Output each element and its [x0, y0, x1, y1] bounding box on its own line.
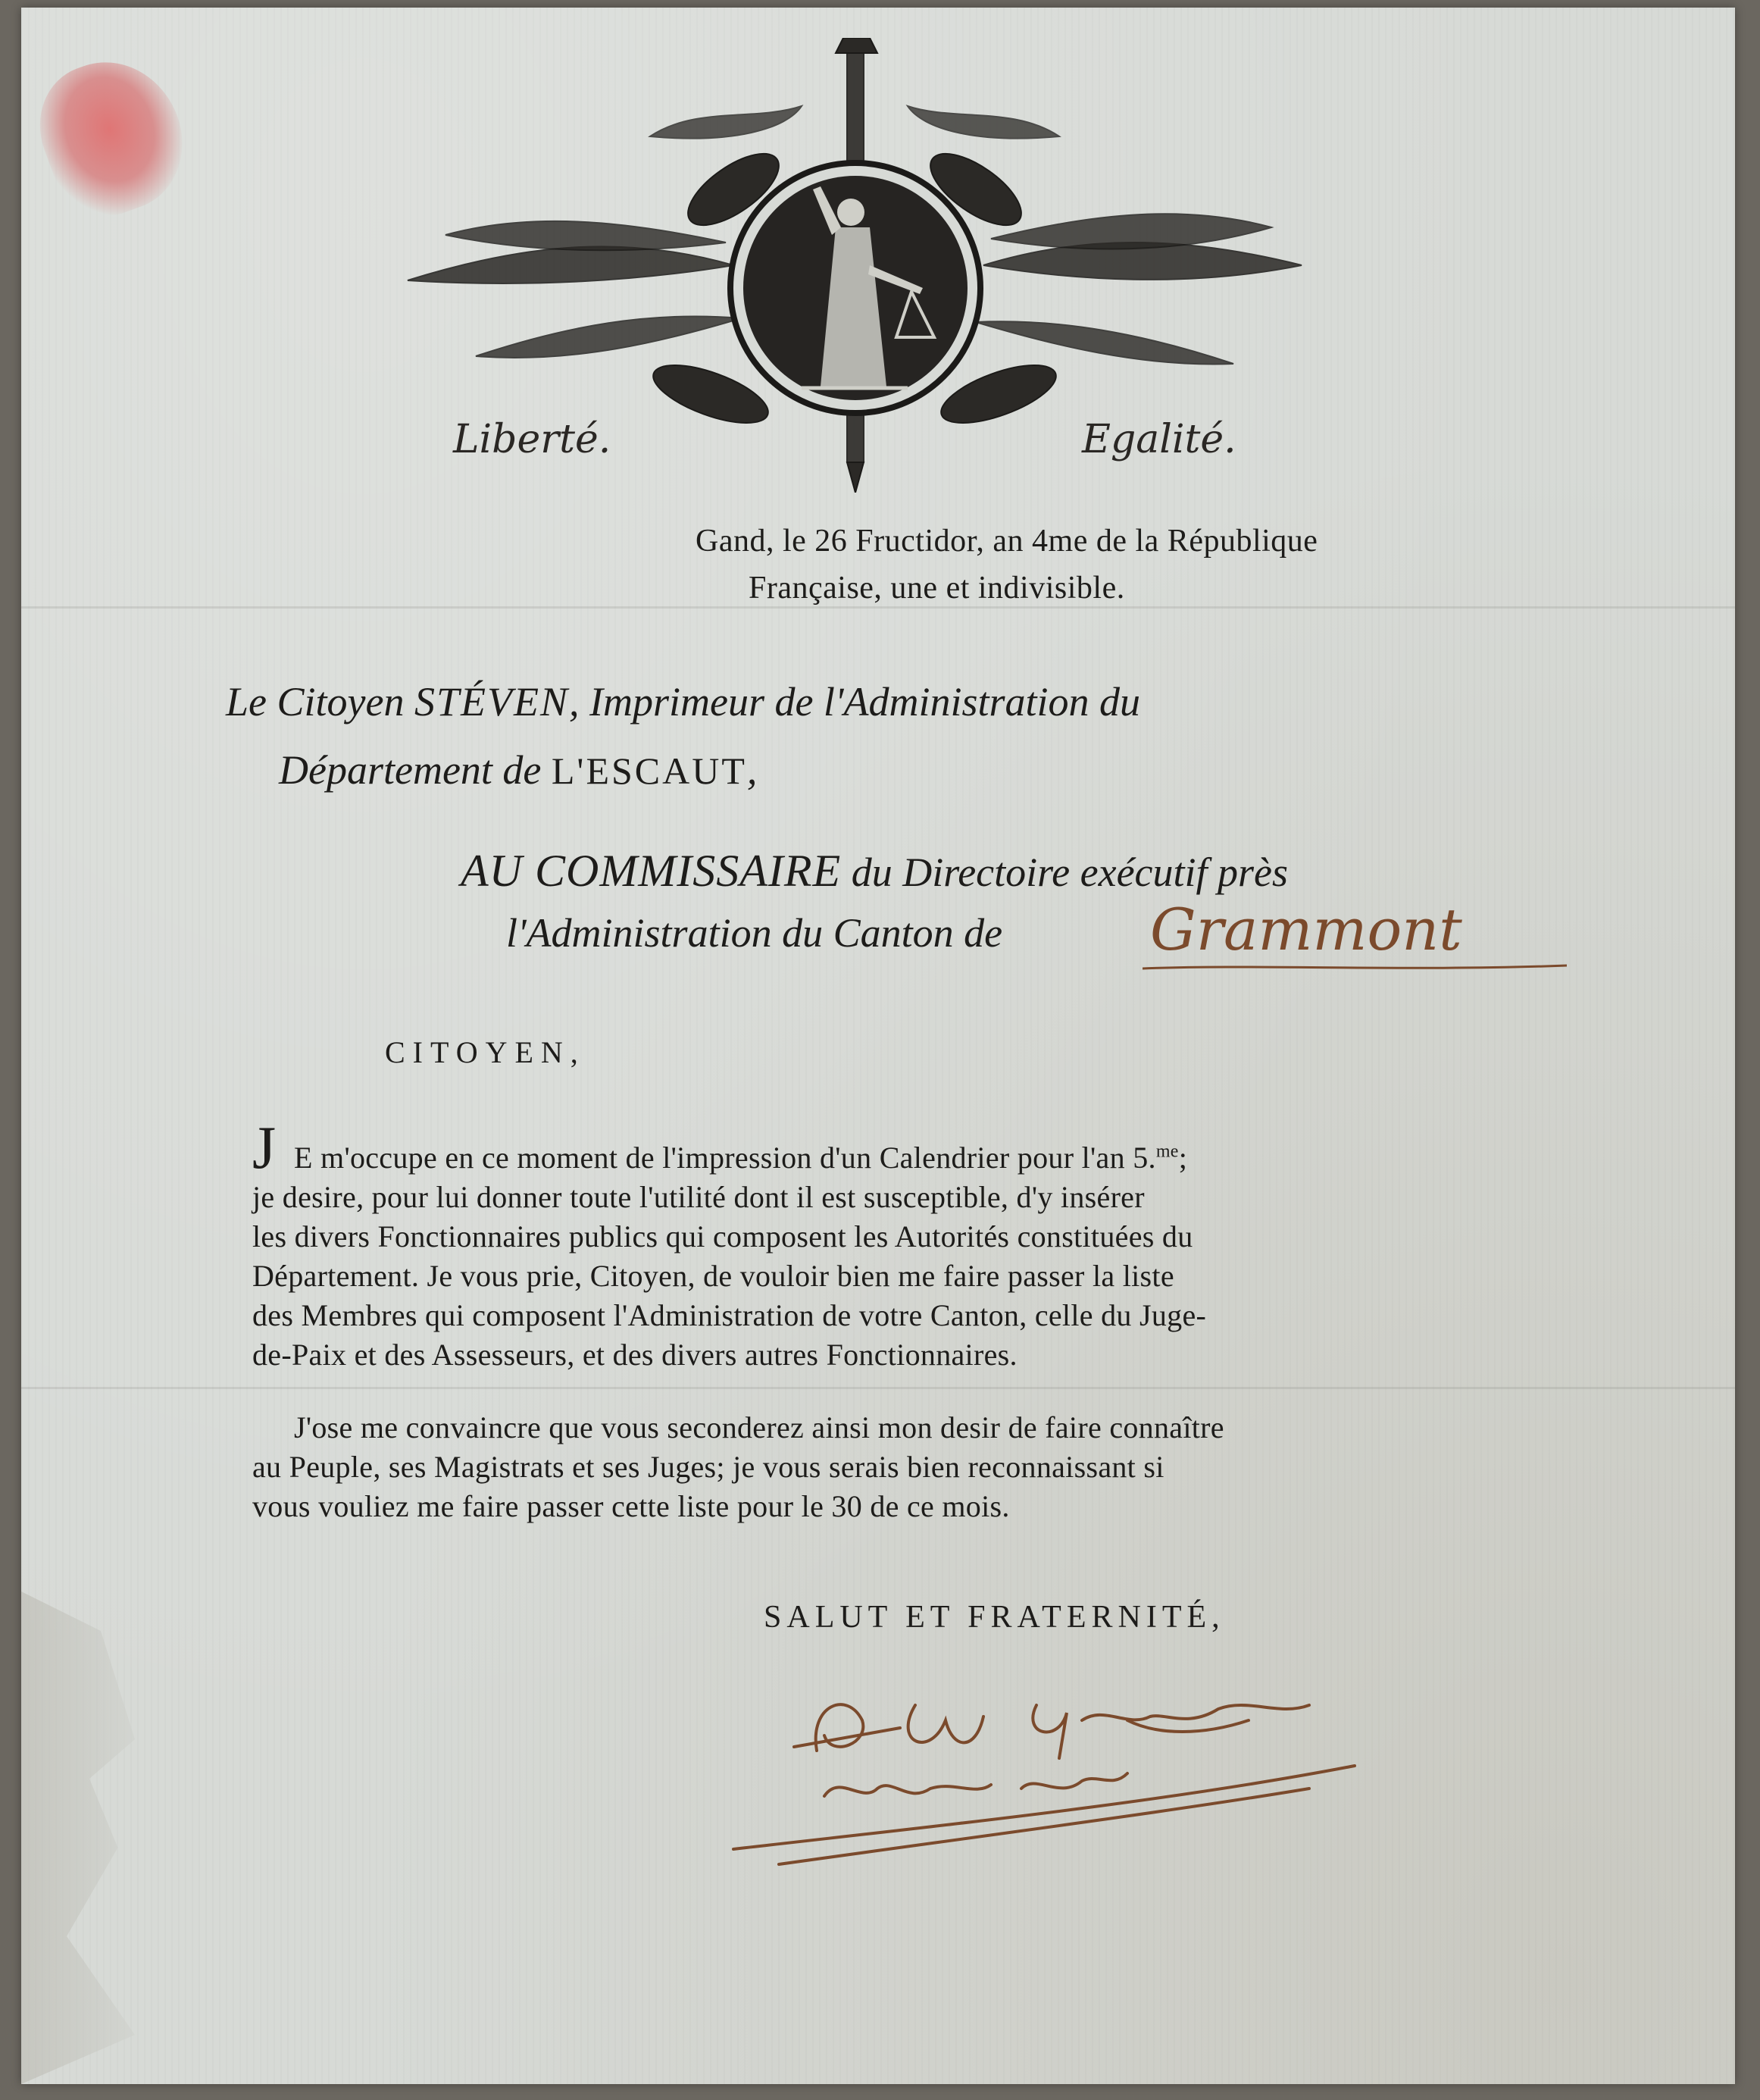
fold-line [21, 1387, 1735, 1389]
sender-dept-name: L'ESCAUT [551, 750, 747, 792]
paragraph1-line: les divers Fonctionnaires publics qui composent les Autorités constituées du [252, 1219, 1193, 1253]
sender-dept-prefix: Département de [279, 747, 552, 793]
paragraph1-line: des Membres qui composent l'Administration de votre Canton, celle du Juge- [252, 1298, 1207, 1332]
sender-name: STÉVEN [414, 679, 569, 725]
sender-title: , Imprimeur de l'Administration du [568, 679, 1141, 725]
fold-line [21, 606, 1735, 609]
recipient-title: AU COMMISSAIRE [461, 846, 842, 896]
sender-line1 [226, 678, 1140, 725]
paragraph1-line: Département. Je vous prie, Citoyen, de vouloir bien me faire passer la liste [252, 1259, 1174, 1293]
closing-salutation: SALUT ET FRATERNITÉ, [764, 1600, 1225, 1635]
paragraph2-line: J'ose me convaincre que vous seconderez ainsi mon desir de faire connaître [294, 1410, 1224, 1444]
motto-liberte: Liberté. [453, 417, 611, 462]
sender-line2 [279, 746, 757, 793]
salutation: CITOYEN, [385, 1035, 586, 1069]
motto-egalite: Egalité. [1082, 417, 1236, 462]
paragraph1-line1 [294, 1140, 1187, 1175]
paragraph1-line1-text: E m'occupe en ce moment de l'impression d'un Calendrier pour l'an 5. [294, 1141, 1156, 1175]
drop-cap: J [252, 1115, 277, 1181]
dateline-line2: Française, une et indivisible. [749, 571, 1125, 606]
paragraph1-line1-end: ; [1178, 1141, 1188, 1175]
recipient-directory: du Directoire exécutif près [841, 850, 1289, 895]
recipient-line1 [461, 845, 1288, 897]
torn-edge [21, 1591, 135, 2084]
handwritten-underline [1143, 961, 1567, 976]
handwritten-signature [703, 1675, 1370, 1872]
letter-sheet [21, 8, 1735, 2084]
sender-dept-suffix: , [746, 747, 758, 793]
paragraph1-line: de-Paix et des Assesseurs, et des divers autres Fonctionnaires. [252, 1338, 1018, 1372]
paragraph2-line: vous vouliez me faire passer cette liste pour le 30 de ce mois. [252, 1489, 1010, 1523]
ordinal-superscript: me [1155, 1141, 1179, 1162]
paragraph2-line: au Peuple, ses Magistrats et ses Juges; je vous serais bien reconnaissant si [252, 1450, 1164, 1484]
red-seal-stain [22, 42, 202, 231]
dateline-line1: Gand, le 26 Fructidor, an 4me de la République [696, 524, 1318, 559]
handwritten-canton-name: Grammont [1150, 896, 1462, 963]
recipient-line2: l'Administration du Canton de [506, 910, 1003, 956]
sender-prefix: Le Citoyen [226, 679, 414, 725]
paragraph1-line: je desire, pour lui donner toute l'utilité dont il est susceptible, d'y insérer [252, 1180, 1145, 1214]
